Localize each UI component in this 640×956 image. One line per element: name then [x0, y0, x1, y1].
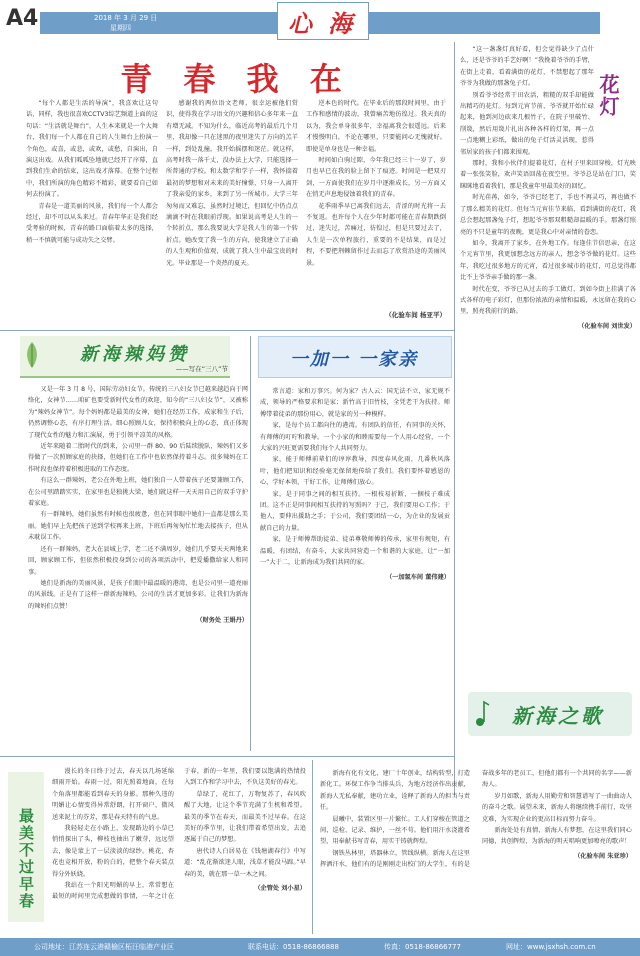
article-signature: （企管处 刘小星）: [254, 885, 306, 893]
paragraph: 时代在变，爷爷已从过去的手工做灯，到如今街上挂满了各式各样的电子彩灯，但那份浓浓的亲情和温暖，永远留在我的心里，照亮我前行的路。: [460, 285, 636, 316]
article-zaochun: [8, 762, 308, 934]
paragraph: 漫长的冬日终于过去，春天以几场延绵细雨开始。春雨一过，阳光照着地面，在每个角落里都能看到春天的身影。那种久违的明媚让心情变得异常舒朗，打开窗户，微风送来泥土的芬芳，那是春天特有的气息。: [52, 768, 174, 821]
paragraph: 我站在一个阳光明媚的早上，常常想在最短的时间里完成想做的事情，一年之计在于春，新的一年里，我们要以饱满的热情投入到工作和学习中去，不负这美好的春光。: [52, 768, 306, 901]
article-title: 最美不过早春: [17, 808, 35, 910]
footer-address: 公司地址：江苏连云港赣榆区柘汪临港产业区: [34, 943, 174, 951]
article-subtitle: ——写在“三八”节: [175, 365, 228, 373]
article-body: [260, 386, 450, 583]
masthead-title: 心 海: [287, 9, 357, 38]
paragraph: 她们是新海的美丽风景，是孩子们眼中最温暖的港湾，也是公司里一道亮丽的风景线。正是有了这样一群新海辣妈，公司的生活才更加多彩。让我们为新海的辣妈们点赞！: [28, 579, 248, 610]
paragraph: 新海处处有真情，新海人有梦想，在这里我们同心同德，共创辉煌，为新海的明天唱响更加嘹亮的歌声！: [482, 827, 632, 846]
article-title: 新海之歌: [512, 704, 604, 728]
paragraph: 花季雨季早已离我们远去，青涩的时光将一去不复返。也许每个人在少年时都可能在青春期跌倒过，迷失过，苦痛过，彷徨过，但是只要过去了，人生是一次单程旅行，重要的不是结果，而是过程，不要把荆棘留作过去而忘了欣赏沿途的美丽风景。: [306, 202, 446, 267]
paragraph: 那时，我和小伙伴们提着花灯，在村子里来回穿梭，灯光映着一张张笑脸，欢声笑语回荡在夜空里。爷爷总是站在门口，笑眯眯地看着我们，那是我童年里最美好的回忆。: [460, 160, 636, 190]
paragraph: 如今，我离开了家乡，在外地工作。每逢佳节倍思亲，在这个元宵节里，我更加想念远方的亲人，想念爷爷做的花灯。这些年，我吃过很多地方的元宵，看过很多城市的花灯，可总觉得都比不上爷爷亲手做的那一盏。: [460, 239, 636, 282]
column-divider: [312, 760, 313, 934]
article-signature: （化验车间 刘世发）: [578, 322, 636, 330]
footer-fax: 传真：0518-86866777: [384, 943, 461, 951]
footer-phone: 联系电话：0518-86866888: [248, 943, 339, 951]
article-body: [460, 44, 636, 332]
article-title: 新海辣妈赞: [80, 344, 190, 365]
paragraph: 常言道：家和万事兴。何为家？古人云：国无法不立，家无规不成，领导的严格要求和是家；新竹高于旧竹枝，全凭老干为扶持。师傅带着徒弟的那份用心，就是家的另一种模样。: [260, 388, 450, 418]
paragraph: 有一群辣妈，她们虽然有时候也很疲惫，但在同事眼中她们一直都是那么美丽。她们早上先把孩子送到学校再来上班，下班后再匆匆忙忙地去接孩子，但从未耽误工作。: [28, 511, 248, 542]
paragraph: 近年来随着二胎时代的到来，公司里一群 80、90 后陆续脱队，辣妈们又多得做了一次照顾家庭的抉择，但她们在工作中也依然保持着斗志。很多辣妈在工作时段也保持着积极进取的工作态度。: [28, 443, 248, 473]
paragraph: 家，是每个员工都向往的港湾。有团队的信任，有同事的关怀，有师傅的叮咛和教导。一个小家的和睦需要每一个人用心经营，一个大家的兴旺更需要我们每个人共同努力。: [260, 422, 450, 453]
page-number: A4: [6, 6, 39, 31]
article-column-3: [306, 98, 446, 269]
paragraph: 家，是于同事之间的相互扶持。一根枝易折断，一捆枝子难成团。这不正是同事间相互扶持的写照吗？于己，我们要用心工作；于他人，要伸出援助之手；于公司，我们要团结一心，为企业的发展贡献自己的力量。: [260, 490, 450, 532]
article-lama: [20, 336, 248, 752]
article-title: 青 春 我 在: [120, 60, 352, 98]
paragraph: 感谢我的两位语文老师，很幸运被他们赏识，使得我在学习语文的兴趣和信心多年来一直有增无减。不知为什么，临近高考的最后几个月里，我却像一只在迷黑的夜里迷失了方向的羔羊一样，到处乱撞。我开始摇摆和迷茫。就这样，高考时我一落千丈，没办法上大学，只能选择一所普通的学校。和太数学和学子一样，我怀揣着最初的梦想和对未来的美好憧憬，只身一人离开了我亲爱的家乡，来到了另一所城市。大学三年匆匆而又难忘，虽然时过境迁，但回忆中仍点点滴滴不时在我眼前浮现。如果说高考是人生的一个转折点，那么我要说大学是我人生的第一个转折点。她改变了我一生的方向，使我建立了正确的人生观和价值观，成就了我人生中最宝贵的时光。毕业那是一个炎热的夏天。: [166, 100, 298, 267]
article-signature: （财务处 王娟丹）: [196, 617, 248, 625]
header: [0, 0, 640, 40]
section-divider: [0, 330, 454, 331]
article-column-1: [26, 98, 158, 246]
paragraph: 家，能于师傅前辈们的谆谆教导，四度春风化雨，几番秋风落叶，他们把知识和经验毫无保留地传给了我们。我们要怀着感恩的心，学好本领，干好工作，让师傅们放心。: [260, 456, 450, 487]
paragraph: 时光荏苒，如今，爷爷已经老了，手也不再灵巧，再也做不了那么精美的花灯。但每当元宵佳节来临，看到满街的花灯，我总会想起那盏兔子灯，想起爷爷那双粗糙却温暖的手。那盏灯照亮的不只是童年的夜晚，更是我心中对亲情的眷恋。: [460, 194, 636, 236]
paragraph: 钢铁丛林里，塔器林立，管线纵横。新海人在这里挥洒汗水，他们有的是刚刚走出校门的大学生，有的是奋战多年的老员工，但他们都有一个共同的名字——新海人。: [320, 770, 632, 869]
paragraph: 时间如白驹过隙，今年我已经三十一岁了，岁月也早已在我的脸上留下了痕迹。时间是一把双刃剑，一方面使我们在岁月中逐渐成长，另一方面又在悄无声息地侵蚀着我们的青春。: [306, 157, 446, 199]
article-signature: （化验车间 朱亚珍）: [574, 852, 632, 860]
column-divider: [454, 42, 455, 797]
paragraph: 还有一群辣妈，老大在县城上学，老二还不满周岁，她们几乎要天天两地来回，顾家顾工作，但依然积极投身到公司的各项活动中，把爱播撒给家人和同事。: [28, 545, 248, 576]
column-divider: [250, 336, 251, 751]
leaf-icon: [24, 340, 40, 370]
paragraph: 我轻轻走在小路上，发现路边的小草已悄悄探出了头，柳枝也抽出了嫩芽，远远望去，像是蒙上了一层淡淡的绿纱。桃花、杏花也竞相开放，粉的白的，把整个春天装点得分外妖娆。: [52, 825, 174, 878]
article-signature: （化验车间 杨亚平）: [385, 311, 446, 319]
article-signature: （一加氢车间 董伟建）: [385, 573, 450, 581]
article-body: [52, 766, 306, 930]
article-qingchun: [26, 44, 448, 326]
paragraph: 别看爷爷经常干田农活，粗糙的双手却能做出精巧的花灯。每到元宵节前，爷爷就开始忙碌起来，他到河边砍来几根竹子，在院子里破竹、削篾，然后用篾片扎出各种各样的灯架，再一点一点地糊上彩纸，做出的兔子灯活灵活现，惹得邻居家的孩子们都来围观。: [460, 91, 594, 156]
article-body: [320, 768, 632, 932]
article-title: 一加一 一家亲: [289, 349, 419, 370]
article-column-2: [166, 98, 298, 269]
paragraph: 有这么一群辣妈，老公在外地上班，她们独自一人带着孩子还要兼顾工作，在公司里踏踏实实，在家里也是独挑大梁，她们就这样一天天用自己的双手守护着家庭。: [28, 477, 248, 508]
weekday-text: 星期四: [110, 24, 131, 32]
article-huadeng: [460, 44, 636, 684]
article-title: 花灯: [596, 74, 620, 118]
paragraph: 逆本色的时代。在毕业后的那段时间里，由于工作和感情的波动，我曾痛苦地彷徨过。我天真的以为，我会单身很多年，幸福离我会很遥远。后来才慢慢明白，不论在哪里，只要能问心无愧就好。即使是单身也是一种幸福。: [306, 100, 446, 153]
paragraph: 又是一年 3 月 8 号，国际劳动妇女节。传统的三八妇女节已越来越趋向于网络化，女神节……咱矿也要受新时代女性的欢迎，知今的“三八妇女节”，又被称为“辣妈女神节”。每个妈妈都是最美的女神，她们在经历工作，成家和生子后，仍然调整心态，有序打理生活。细心照顾儿女，保持积极向上的心态，真正体现了现代女性的魅力和汇演展，勇于引领平凉美的风格。: [28, 386, 248, 439]
article-xinhai-song: [318, 690, 636, 934]
paragraph: “每个人都是生活的导演”，我喜欢让这句话，同样，我也很喜欢CCTV3综艺频道上面的这句话：“生活就是舞台”，人生本来就是一个大舞台，我们每一个人都在自己的人生舞台上扮演一个角色，或喜，或悲，或欢，或愁，自演出，自演这出戏。从我们呱呱坠地就已经开了序幕，直到我们生命的结束，这出戏才落幕。在整个过程中，我们所演的角色精彩不精彩，就要看自己如何去扮演了。: [26, 100, 158, 199]
paragraph: 唐代诗人白居易在《钱塘湖春行》中写道：“乱花渐欲迷人眼，浅草才能没马蹄。”早春的美，就在那一草一木之间。: [184, 847, 306, 878]
paragraph: 晨曦中，装置区里一片繁忙。工人们穿梭在管道之间，巡检、记录、维护，一丝不苟。他们用汗水浇灌希望，用奉献书写青春，用实干铸就辉煌。: [320, 815, 470, 846]
footer-website: 网址：www.jsxhsh.com.cn: [506, 943, 596, 951]
paragraph: 青春是一道美丽的风景，我们每一个人都会经过，却不可以从头来过。青春年华正是我们经受考验的时候，青春的路口面临着太多的选择，稍一不慎就可能与成功失之交臂。: [26, 202, 158, 244]
paragraph: 草绿了，花红了，万物复苏了，春风吹醒了大地，让这个季节充满了生机和希望。最美的季节在春天，而最美不过早春。在这美好的季节里，让我们带着希望出发，去追逐属于自己的梦想。: [184, 790, 306, 844]
paragraph: 家，是于师傅帮助徒弟、徒弟尊敬师傅的传承，家里有规矩，有温暖，有团结，有奋斗，大家共同营造一个和谐的大家庭，让“一加一”大于二，让新海成为我们共同的家。: [260, 536, 450, 567]
paragraph: 岁月如歌，新海人用勤劳和智慧谱写了一曲曲动人的奋斗之歌。展望未来，新海人将继续携手前行，攻坚克难，为实现企业的更高目标而努力奋斗。: [482, 792, 632, 823]
article-body: [28, 384, 248, 627]
date-text: 2018 年 3 月 29 日: [94, 14, 158, 22]
paragraph: “这一盏盏灯真好看，但会觉得缺少了点什么，还是爷爷的手艺好啊！”我挽着爷爷的手臂，在街上走着，看着满街的花灯，不禁想起了那年爷爷为我做的那盏兔子灯。: [460, 46, 594, 88]
paragraph: 新海有化有文化，建厂十年创业，结构转型，打造新化工。环保工作争当排头兵，为地方经济作出贡献，新海人无私奉献，建功立业，诠释了新海人的担当与责任。: [320, 770, 470, 812]
